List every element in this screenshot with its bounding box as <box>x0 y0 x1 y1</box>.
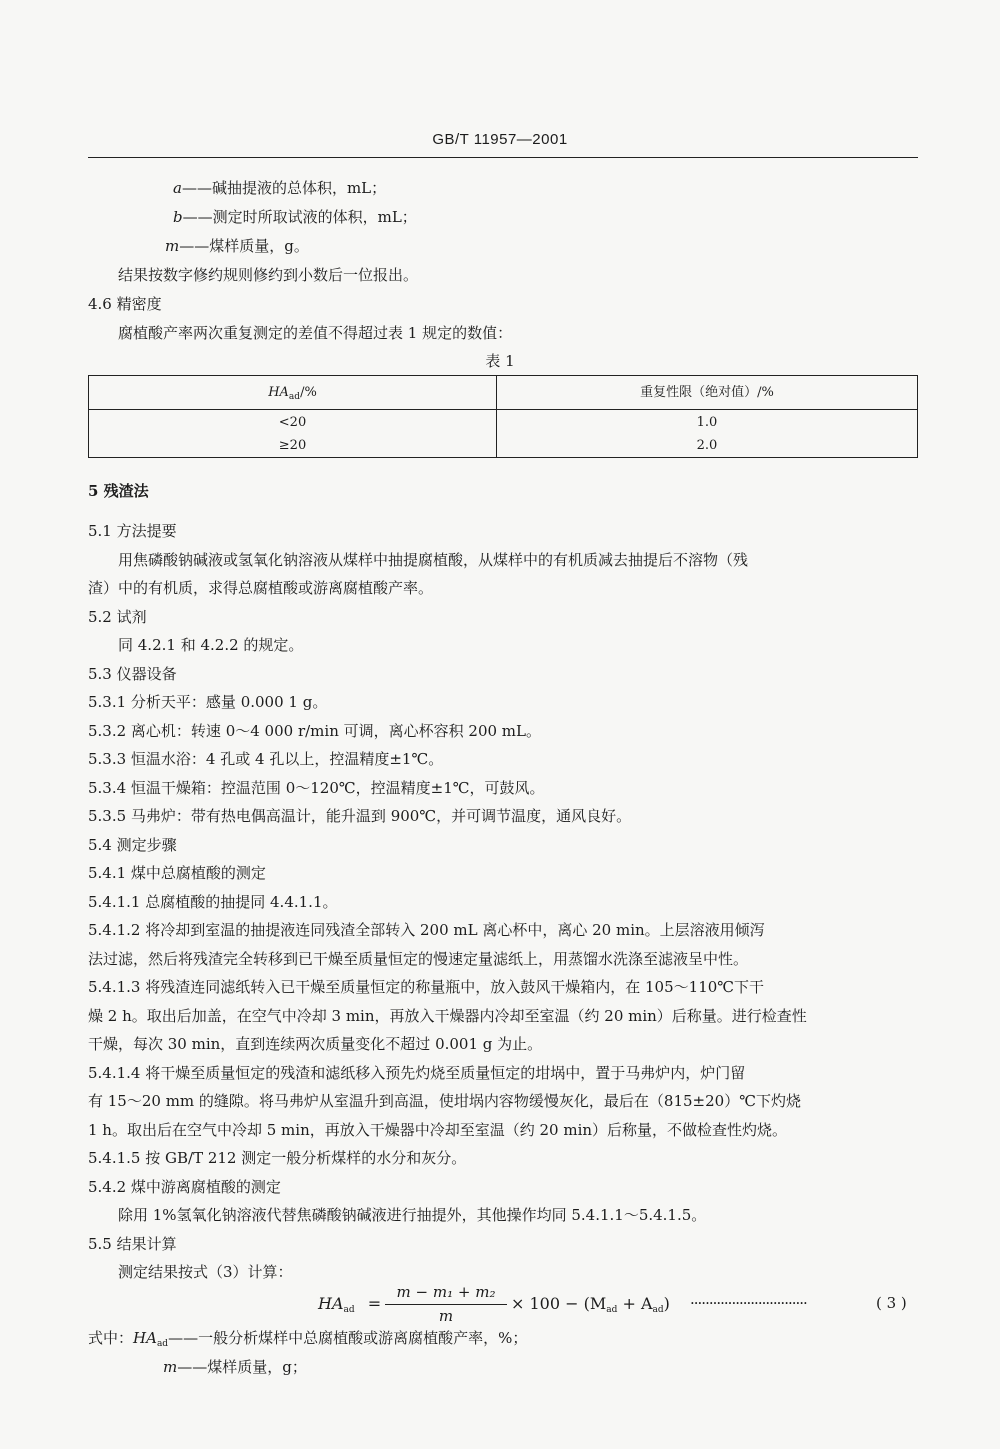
paragraph-line: 测定结果按式（3）计算： <box>118 1263 293 1281</box>
section-5-2-heading: 5.2 试剂 <box>88 608 147 626</box>
where-definition-1: 式中：$HA_{ad}——$一般分析煤样中总腐植酸或游离腐植酸产率，%； <box>88 1329 528 1349</box>
formula-numerator: m − m₁ + m₂ <box>396 1283 496 1301</box>
section-5-4-2-heading: 5.4.2 煤中游离腐植酸的测定 <box>88 1178 281 1196</box>
section-5-3-heading: 5.3 仪器设备 <box>88 665 177 683</box>
paragraph-line: 除用 1%氢氧化钠溶液代替焦磷酸钠碱液进行抽提外，其他操作均同 5.4.1.1～5.4.1.5。 <box>118 1206 707 1224</box>
var-desc: ——煤样质量，g。 <box>179 237 309 255</box>
section-5-heading: 5 残渣法 <box>88 482 149 500</box>
var-def-b <box>173 210 417 225</box>
paragraph-line: 渣）中的有机质，求得总腐植酸或游离腐植酸产率。 <box>88 579 434 597</box>
rounding-rule-text: 结果按数字修约规则修约到小数后一位报出。 <box>118 266 419 284</box>
item-5-3-2: 5.3.2 离心机：转速 0～4 000 r/min 可调，离心杯容积 200 mL。 <box>88 722 541 740</box>
formula-denominator: m <box>438 1307 454 1325</box>
paragraph-line: 法过滤，然后将残渣完全转移到已干燥至质量恒定的慢速定量滤纸上，用蒸馏水洗涤至滤液呈中性。 <box>88 950 749 968</box>
var-symbol: b <box>173 208 183 226</box>
table-header-divider <box>89 409 917 410</box>
paragraph-line: 有 15～20 mm 的缝隙。将马弗炉从室温升到高温，使坩埚内容物缓慢灰化，最后在（815±20）℃下灼烧 <box>88 1092 801 1110</box>
formula-lhs: $HA_{ad}$ = <box>318 1294 382 1315</box>
fraction-bar <box>385 1304 507 1305</box>
where-definition-2: m——煤样质量，g； <box>163 1358 307 1376</box>
paragraph-line: 干燥，每次 30 min，直到连续两次质量变化不超过 0.001 g 为止。 <box>88 1035 543 1053</box>
paragraph-line: 5.4.1.3 将残渣连同滤纸转入已干燥至质量恒定的称量瓶中，放入鼓风干燥箱内，在 105～110℃下干 <box>88 978 765 996</box>
section-5-4-heading: 5.4 测定步骤 <box>88 836 177 854</box>
var-desc: ——碱抽提液的总体积，mL； <box>181 179 387 197</box>
table-cell: ≥20 <box>278 438 307 453</box>
table-cell: 2.0 <box>696 438 718 453</box>
item-5-4-1-5: 5.4.1.5 按 GB/T 212 测定一般分析煤样的水分和灰分。 <box>88 1149 467 1167</box>
paragraph-line: 5.4.1.2 将冷却到室温的抽提液连同残渣全部转入 200 mL 离心杯中，离心 20 min。上层溶液用倾泻 <box>88 921 765 939</box>
var-def-a <box>173 181 386 196</box>
table-header-col1: $HA_{ad}/\%$ <box>268 385 317 402</box>
precision-table <box>88 375 918 458</box>
item-5-4-1-1: 5.4.1.1 总腐植酸的抽提同 4.4.1.1。 <box>88 893 338 911</box>
formula-rhs: × $100 - (M_{ad} + A_{ad})$ <box>511 1294 670 1315</box>
section-5-1-heading: 5.1 方法提要 <box>88 522 177 540</box>
item-5-3-4: 5.3.4 恒温干燥箱：控温范围 0～120℃，控温精度±1℃，可鼓风。 <box>88 779 545 797</box>
section-4-6-text: 腐植酸产率两次重复测定的差值不得超过表 1 规定的数值： <box>118 324 513 342</box>
table-header-col2: 重复性限（绝对值）/% <box>640 385 774 400</box>
standard-number-header: GB/T 11957—2001 <box>432 131 568 148</box>
var-symbol: m <box>165 237 180 255</box>
paragraph-line: 用焦磷酸钠碱液或氢氧化钠溶液从煤样中抽提腐植酸，从煤样中的有机质减去抽提后不溶物（残 <box>118 551 749 569</box>
section-5-5-heading: 5.5 结果计算 <box>88 1235 177 1253</box>
var-symbol: a <box>173 179 182 197</box>
section-4-6-heading: 4.6 精密度 <box>88 295 162 313</box>
table-cell: <20 <box>278 415 307 430</box>
item-5-3-1: 5.3.1 分析天平：感量 0.000 1 g。 <box>88 693 328 711</box>
paragraph-line: 1 h。取出后在空气中冷却 5 min，再放入干燥器中冷却至室温（约 20 min）后称量，不做检查性灼烧。 <box>88 1121 788 1139</box>
item-5-3-5: 5.3.5 马弗炉：带有热电偶高温计，能升温到 900℃，并可调节温度，通风良好。 <box>88 807 632 825</box>
var-def-m <box>165 239 309 254</box>
formula-leader-dots: ······························· <box>690 1294 807 1312</box>
equation-number: ( 3 ) <box>876 1294 907 1312</box>
table-cell: 1.0 <box>696 415 718 430</box>
header-rule <box>88 157 918 158</box>
table-caption: 表 1 <box>485 352 515 370</box>
paragraph-line: 燥 2 h。取出后加盖，在空气中冷却 3 min，再放入干燥器内冷却至室温（约 20 min）后称量。进行检查性 <box>88 1007 807 1025</box>
section-5-4-1-heading: 5.4.1 煤中总腐植酸的测定 <box>88 864 266 882</box>
paragraph-line: 同 4.2.1 和 4.2.2 的规定。 <box>118 636 304 654</box>
paragraph-line: 5.4.1.4 将干燥至质量恒定的残渣和滤纸移入预先灼烧至质量恒定的坩埚中，置于马弗炉内，炉门留 <box>88 1064 746 1082</box>
var-desc: ——测定时所取试液的体积，mL； <box>182 208 417 226</box>
item-5-3-3: 5.3.3 恒温水浴：4 孔或 4 孔以上，控温精度±1℃。 <box>88 750 444 768</box>
